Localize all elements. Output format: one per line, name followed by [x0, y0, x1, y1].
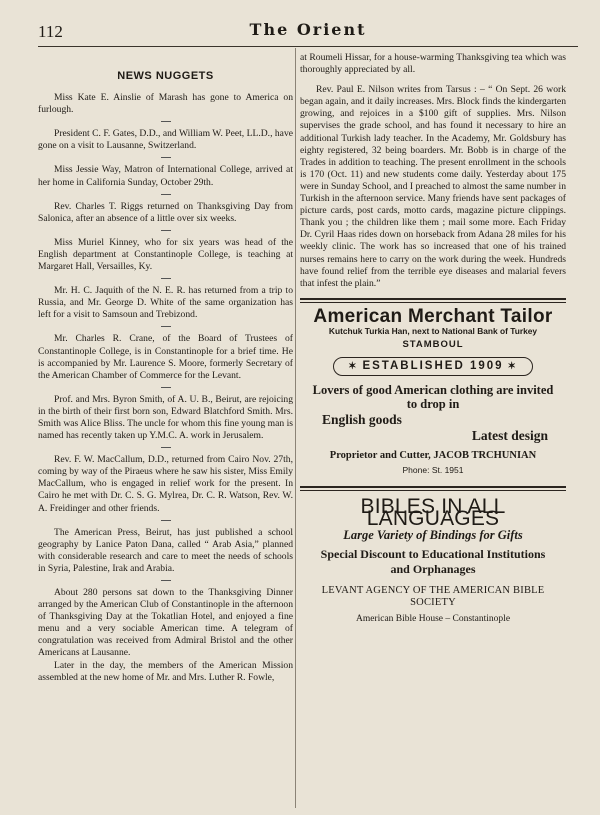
established-banner	[333, 357, 533, 376]
section-title: NEWS NUGGETS	[117, 70, 214, 82]
separator-dash	[161, 326, 171, 327]
news-item: President C. F. Gates, D.D., and William W. Peet, LL.D., have gone on a visit to Lausanne, Switzerland.	[38, 128, 293, 152]
ornament-icon: ✶	[348, 361, 359, 373]
journal-title: The Orient	[249, 20, 367, 39]
bibles-discount-line: and Orphanages	[390, 561, 476, 576]
latest-design: Latest design	[471, 428, 548, 444]
separator-dash	[161, 447, 171, 448]
ad-divider	[300, 298, 566, 303]
news-item: Miss Jessie Way, Matron of International College, arrived at her home in California Sunday, October 29th.	[38, 164, 293, 188]
bible-advertisement	[300, 494, 566, 626]
english-goods: English goods	[322, 412, 402, 428]
tailor-phone: Phone: St. 1951	[402, 464, 464, 475]
tailor-slogan-2: to drop in	[406, 397, 460, 412]
news-item: About 280 persons sat down to the Thanksgiving Dinner arranged by the American Club of Constantinople in the afternoon of Thanksgiving Day at the Tokatlian Hotel, and enjoyed a fine menu and a very sociable American time. A telegram of congratulation was received from Admiral Bristol and the other Americans at Lausanne.	[38, 587, 293, 659]
separator-dash	[161, 520, 171, 521]
page-header	[38, 20, 578, 46]
right-column	[300, 52, 566, 625]
tailor-offer	[300, 414, 566, 442]
news-item: Miss Kate E. Ainslie of Marash has gone to America on furlough.	[38, 92, 293, 116]
news-item: Miss Muriel Kinney, who for six years was head of the English department at Constantinople College, is teaching at Margaret Hall, Versailles, Ky.	[38, 236, 293, 273]
news-item: Mr. Charles R. Crane, of the Board of Trustees of Constantinople College, is in Constantinople for a brief time. He is accompanied by Mr. Laurence S. Moore, formerly Secretary of the American Chamber of Commerce for the Levant.	[38, 333, 293, 381]
news-column	[38, 70, 293, 684]
nilson-letter: Rev. Paul E. Nilson writes from Tarsus : – “ On Sept. 26 work began again, and it daily increases. Mrs. Block finds the kindergarten growing, and rejoices in a $100 gift of supplies. Mrs. Nilson supervises the grade school, and has found it necessary to hire an additional Turkish lady teacher. In the Academy, Mr. Goldsbury has eighty registered, 32 being boarders. Mr. Bobb is in charge of the Trades in addition to teaching. The present enrollment in the schools is 170 (Oct. 11) and new students come daily. Yesterday about 175 were in Sunday School, and I preached to almost the same number in Turkish in the afternoon service. Many friends have sent packages of picture cards, post cards, motto cards, magazine picture clippings. Thank you ; the children like them ; mail some more. Each Friday Dr. Cyril Haas rides down on horseback from Adana 28 miles for his weekly clinic. The work has so increased that one of his trained nurses remains here to carry on the work during the week. Hundreds have found relief from the terrible eye diseases and malarial fevers that infest the plain.”	[300, 84, 566, 289]
bibles-discount-line: Special Discount to Educational Institutions	[320, 546, 546, 561]
bibles-discount	[300, 547, 566, 577]
ornament-icon: ✶	[507, 361, 518, 373]
tailor-slogan: Lovers of good American clothing are invited	[312, 383, 554, 398]
column-divider	[295, 48, 296, 808]
bibles-title: BIBLES IN ALL LANGUAGES	[360, 494, 506, 530]
tailor-proprietor: Proprietor and Cutter, JACOB TRCHUNIAN	[329, 450, 537, 462]
separator-dash	[161, 230, 171, 231]
tailor-title: American Merchant Tailor	[313, 305, 553, 327]
news-item: Rev. F. W. MacCallum, D.D., returned from Cairo Nov. 27th, coming by way of the Piraeus where he saw his sister, Miss Emily MacCallum, who is engaged in relief work for the present. In Cairo he met with Dr. C. S. G. Mylrea, Dr. C. R. Watson, Rev. W. A. Freidinger and other friends.	[38, 454, 293, 514]
tailor-address: Kutchuk Turkia Han, next to National Bank of Turkey	[328, 325, 538, 336]
header-rule	[38, 46, 578, 47]
separator-dash	[161, 194, 171, 195]
bibles-house: American Bible House – Constantinople	[355, 614, 511, 625]
news-item: Prof. and Mrs. Byron Smith, of A. U. B., Beirut, are rejoicing in the birth of their first born son, Edward Blatchford Smith. Mrs. Smith was Alice Bliss. The uncle for whom this fine young man is named has recently taken up Y.M.C. A. work in Jerusalem.	[38, 393, 293, 442]
news-item: Later in the day, the members of the American Mission assembled at the new home of Mr. and Mrs. Luther R. Fowle,	[38, 659, 293, 683]
separator-dash	[161, 387, 171, 388]
page-number: 112	[38, 22, 63, 41]
tailor-city: STAMBOUL	[402, 338, 464, 350]
bibles-variety: Large Variety of Bindings for Gifts	[343, 527, 523, 542]
continued-text: at Roumeli Hissar, for a house-warming Thanksgiving tea which was thoroughly appreciated by all.	[300, 52, 566, 76]
news-item: Mr. H. C. Jaquith of the N. E. R. has returned from a trip to Russia, and Mr. George D. White of the same organization has left for a visit to Samsoun and Trebizond.	[38, 285, 293, 321]
separator-dash	[161, 278, 171, 279]
separator-dash	[161, 121, 171, 122]
news-item: The American Press, Beirut, has just published a school geography by Lanice Paton Dana, called “ Arab Asia,” planned with considerable research and care to meet the needs of schools in Syria, Palestine, Irak and Arabia.	[38, 526, 293, 574]
separator-dash	[161, 157, 171, 158]
separator-dash	[161, 580, 171, 581]
news-item: Rev. Charles T. Riggs returned on Thanksgiving Day from Salonica, after an absence of a little over six weeks.	[38, 200, 293, 224]
tailor-advertisement	[300, 305, 566, 476]
ad-divider	[300, 486, 566, 491]
bibles-agency: LEVANT AGENCY OF THE AMERICAN BIBLE SOCIETY	[321, 584, 545, 608]
established-text: ESTABLISHED 1909	[362, 360, 504, 373]
